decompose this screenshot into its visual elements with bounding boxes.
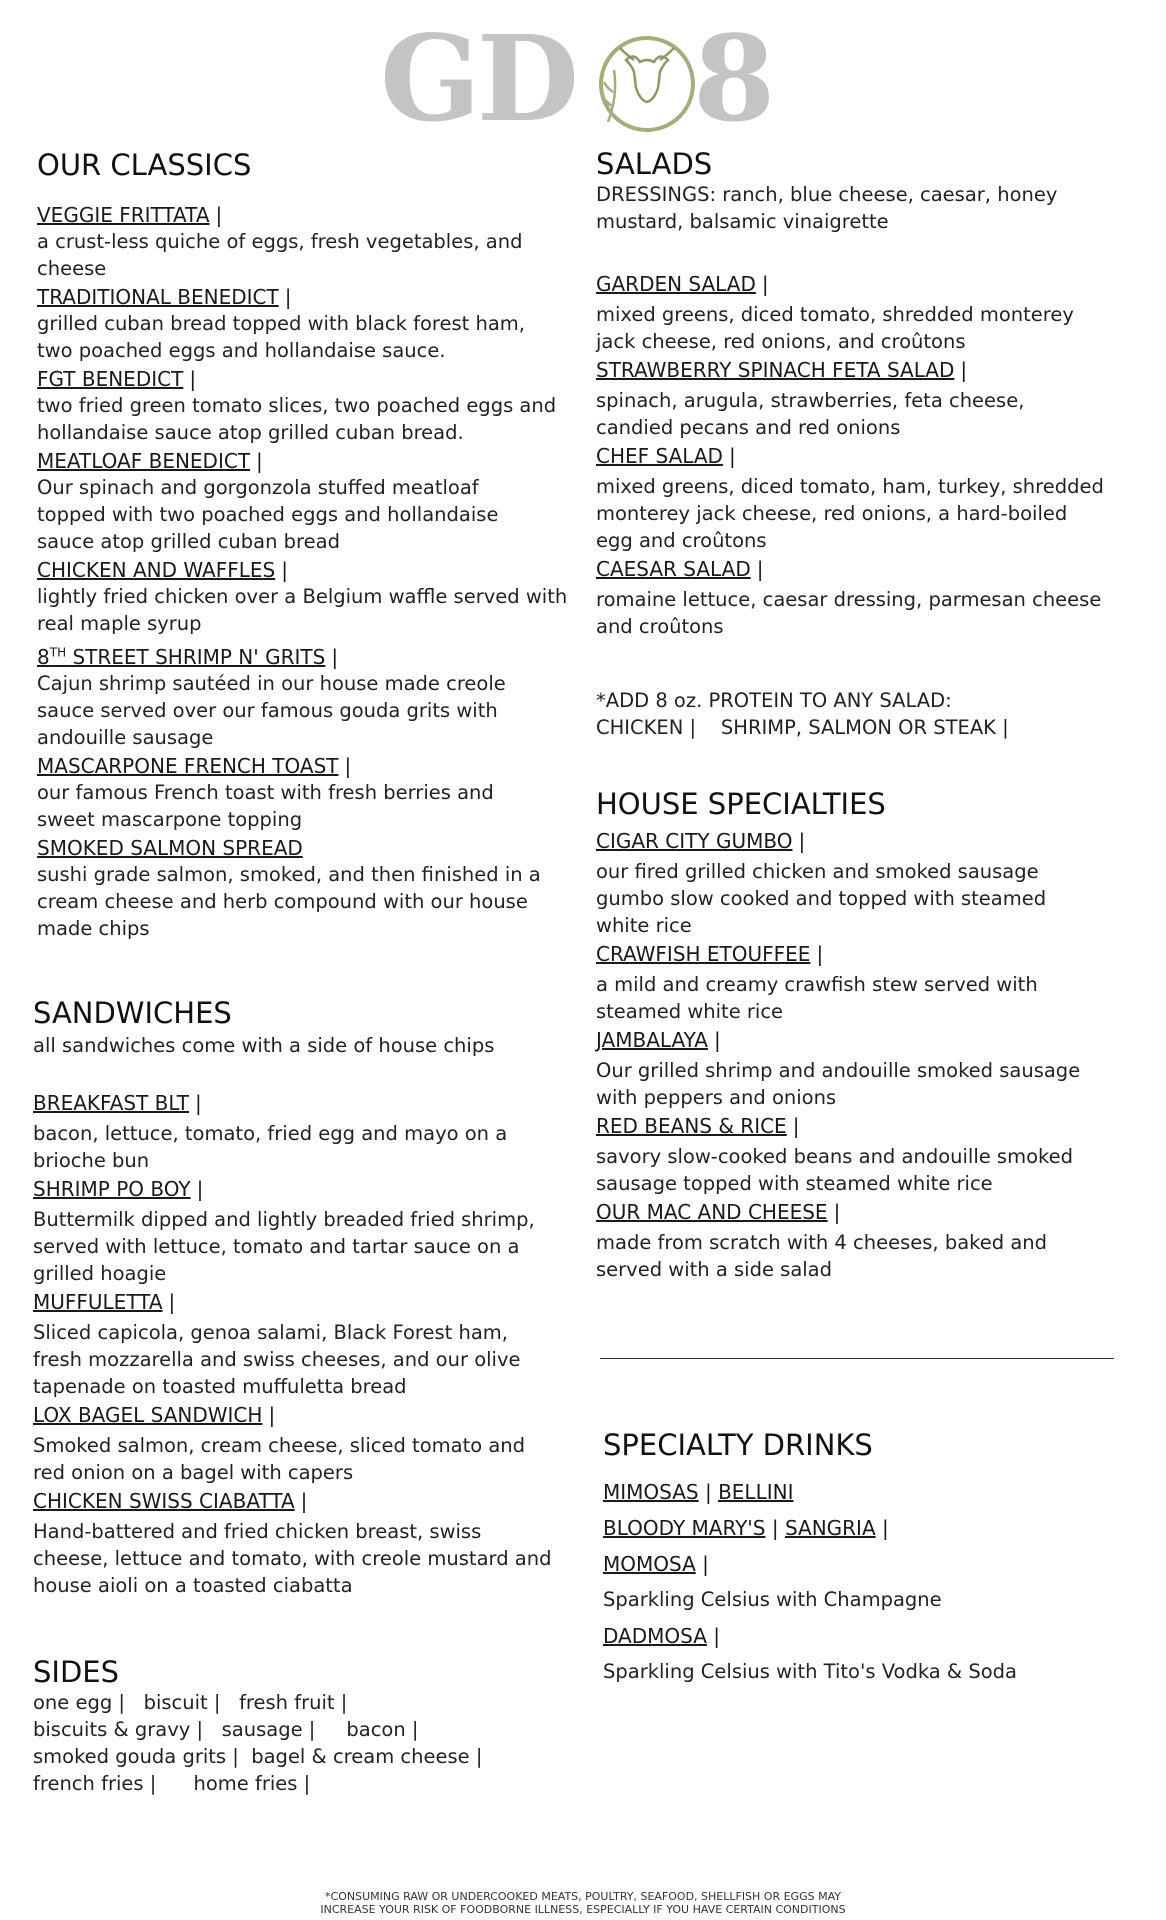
menu-item-title: CHICKEN SWISS CIABATTA | [33,1489,308,1513]
menu-item-title: BREAKFAST BLT | [33,1091,202,1115]
menu-item [33,1402,593,1486]
menu-item-title: VEGGIE FRITTATA | [37,203,223,227]
classics-section [37,148,597,182]
menu-item [37,557,597,637]
sandwiches-section [33,996,593,1059]
drink-dadmosa: DADMOSA [603,1624,707,1648]
menu-item-description: a crust-less quiche of eggs, fresh vegetables, and cheese [37,230,523,280]
section-divider [600,1358,1114,1359]
menu-item-description: Sliced capicola, genoa salami, Black Forest ham, fresh mozzarella and swiss cheeses, and our olive tapenade on toasted muffuletta bread [33,1321,521,1398]
allergy-disclaimer: *CONSUMING RAW OR UNDERCOOKED MEATS, POULTRY, SEAFOOD, SHELLFISH OR EGGS MAY INCREASE YOUR RISK OF FOODBORNE ILLNESS, ESPECIALLY IF YOU HAVE CERTAIN CONDITIONS [320,1890,846,1916]
menu-item-description: romaine lettuce, caesar dressing, parmesan cheese and croûtons [596,588,1102,638]
menu-item-name: STRAWBERRY SPINACH FETA SALAD [596,358,955,382]
menu-item-title: CRAWFISH ETOUFFEE | [596,942,824,966]
menu-item-description: spinach, arugula, strawberries, feta cheese, candied pecans and red onions [596,389,1025,439]
classics-list [37,202,597,944]
menu-item-title: MEATLOAF BENEDICT | [37,449,263,473]
logo-text: GD 8 [380,9,772,148]
menu-item [37,366,597,446]
menu-item-name: BREAKFAST BLT [33,1091,189,1115]
sandwiches-list [33,1090,593,1601]
menu-item-description: Cajun shrimp sautéed in our house made creole sauce served over our famous gouda grits with andouille sausage [37,671,506,749]
menu-item-title: JAMBALAYA | [596,1028,721,1052]
sides-line: biscuits & gravy | sausage | bacon | [33,1718,419,1741]
menu-item-description: made from scratch with 4 cheeses, baked and served with a side salad [596,1231,1048,1281]
logo [380,9,780,148]
menu-item-name: CIGAR CITY GUMBO [596,829,793,853]
drinks-section [603,1428,1143,1690]
menu-item-title: MASCARPONE FRENCH TOAST | [37,753,352,778]
menu-item-name: MUFFULETTA [33,1290,163,1314]
sides-line: smoked gouda grits | bagel & cream cheese | [33,1745,483,1768]
menu-item-name: CRAWFISH ETOUFFEE [596,942,811,966]
menu-item-description: Buttermilk dipped and lightly breaded fried shrimp, served with lettuce, tomato and tartar sauce on a grilled hoagie [33,1208,535,1285]
specialties-list [596,828,1141,1285]
menu-item-title: CAESAR SALAD | [596,557,764,581]
menu-item-name: TRADITIONAL BENEDICT [37,285,279,309]
menu-item-description: sushi grade salmon, smoked, and then finished in a cream cheese and herb compound with our house made chips [37,862,541,940]
salad-dressings: DRESSINGS: ranch, blue cheese, caesar, honey mustard, balsamic vinaigrette [596,183,1058,233]
menu-item [596,1113,1141,1197]
menu-item-title: 8TH STREET SHRIMP N' GRITS | [37,644,339,669]
menu-item [37,753,597,833]
drink-dadmosa-desc: Sparkling Celsius with Tito's Vodka & Soda [603,1660,1017,1683]
menu-item-name: SHRIMP PO BOY [33,1177,191,1201]
drink-sangria: SANGRIA [784,1516,876,1540]
menu-item-title: CHICKEN AND WAFFLES | [37,558,288,582]
menu-item-description: our famous French toast with fresh berries and sweet mascarpone topping [37,780,494,831]
sides-title: SIDES [33,1655,120,1689]
menu-item [596,357,1141,441]
menu-item-name: FGT BENEDICT [37,367,184,391]
salad-protein-note: *ADD 8 oz. PROTEIN TO ANY SALAD: CHICKEN | SHRIMP, SALMON OR STEAK | [596,689,1009,739]
menu-item [596,828,1141,939]
menu-item-name: MASCARPONE FRENCH TOAST [37,753,339,778]
drink-row-bloody: BLOODY MARY'S | SANGRIA | [603,1516,889,1540]
menu-item [37,202,597,282]
menu-item-description: lightly fried chicken over a Belgium waffle served with real maple syrup [37,585,568,635]
menu-item-title: LOX BAGEL SANDWICH | [33,1403,276,1427]
menu-item-title: GARDEN SALAD | [596,272,769,296]
menu-item-title: RED BEANS & RICE | [596,1114,800,1138]
menu-item [33,1176,593,1287]
menu-item-name: SMOKED SALMON SPREAD [37,835,303,860]
menu-item-title: CIGAR CITY GUMBO | [596,829,806,853]
menu-item-description: Our grilled shrimp and andouille smoked sausage with peppers and onions [596,1059,1081,1109]
menu-item [596,271,1141,355]
menu-item [596,556,1141,640]
sides-section [33,1655,593,1797]
menu-item-name: CAESAR SALAD [596,557,751,581]
drink-row-dadmosa: DADMOSA | [603,1624,720,1648]
menu-item [33,1090,593,1174]
salads-section [596,147,1141,235]
menu-item-description: our fired grilled chicken and smoked sausage gumbo slow cooked and topped with steamed white rice [596,860,1047,937]
menu-item-name: CHICKEN AND WAFFLES [37,558,276,582]
menu-item-name: GARDEN SALAD [596,272,756,296]
menu-item-description: Hand-battered and fried chicken breast, swiss cheese, lettuce and tomato, with creole mustard and house aioli on a toasted ciabatta [33,1520,552,1597]
drink-mimosas: MIMOSAS [603,1480,699,1504]
menu-item-title: MUFFULETTA | [33,1290,176,1314]
sides-line: french fries | home fries | [33,1772,311,1795]
menu-item-title: OUR MAC AND CHEESE | [596,1200,841,1224]
menu-item-description: mixed greens, diced tomato, shredded monterey jack cheese, red onions, and croûtons [596,303,1074,353]
menu-item-name: CHICKEN SWISS CIABATTA [33,1489,295,1513]
menu-item [596,443,1141,554]
menu-item-description: grilled cuban bread topped with black forest ham, two poached eggs and hollandaise sauce. [37,312,525,362]
salads-title: SALADS [596,147,713,181]
salads-list [596,271,1141,642]
menu-item-title [37,835,597,861]
menu-item-name: LOX BAGEL SANDWICH [33,1403,263,1427]
drinks-title: SPECIALTY DRINKS [603,1428,873,1462]
menu-item-name: RED BEANS & RICE [596,1114,787,1138]
menu-item-name: MEATLOAF BENEDICT [37,449,251,473]
menu-item-name: JAMBALAYA [596,1028,708,1052]
specialties-title: HOUSE SPECIALTIES [596,787,886,821]
menu-item-title: STRAWBERRY SPINACH FETA SALAD | [596,358,968,382]
menu-item-name: OUR MAC AND CHEESE [596,1200,828,1224]
sides-list [33,1689,593,1797]
drink-bellini: BELLINI [718,1480,794,1504]
menu-item [37,639,597,751]
menu-item-description: mixed greens, diced tomato, ham, turkey, shredded monterey jack cheese, red onions, a hard-boiled egg and croûtons [596,475,1104,552]
menu-item-description: bacon, lettuce, tomato, fried egg and mayo on a brioche bun [33,1122,508,1172]
drink-row-mimosas: MIMOSAS | BELLINI [603,1480,794,1504]
drink-momosa-desc: Sparkling Celsius with Champagne [603,1588,942,1611]
cow-head-icon [588,26,706,144]
menu-item [33,1289,593,1400]
menu-item-description: Our spinach and gorgonzola stuffed meatloaf topped with two poached eggs and hollandaise sauce atop grilled cuban bread [37,476,499,553]
menu-item-name: CHEF SALAD [596,444,723,468]
menu-item-title: CHEF SALAD | [596,444,736,468]
sides-line: one egg | biscuit | fresh fruit | [33,1691,348,1714]
menu-item [596,1027,1141,1111]
menu-item-description: two fried green tomato slices, two poached eggs and hollandaise sauce atop grilled cuban bread. [37,394,557,444]
classics-title: OUR CLASSICS [37,148,252,182]
menu-item-description: a mild and creamy crawfish stew served with steamed white rice [596,973,1038,1023]
drink-momosa: MOMOSA [603,1552,696,1576]
sandwiches-note: all sandwiches come with a side of house chips [33,1034,495,1057]
drink-row-momosa: MOMOSA | [603,1552,709,1576]
menu-item [37,284,597,364]
menu-item-title: TRADITIONAL BENEDICT | [37,285,292,309]
menu-item-description: Smoked salmon, cream cheese, sliced tomato and red onion on a bagel with capers [33,1434,526,1484]
menu-item-name: VEGGIE FRITTATA [37,203,210,227]
menu-item-description: savory slow-cooked beans and andouille smoked sausage topped with steamed white rice [596,1145,1073,1195]
menu-item [37,835,597,942]
specialties-section [596,787,1141,821]
menu-item [596,941,1141,1025]
menu-item [37,448,597,555]
sandwiches-title: SANDWICHES [33,996,232,1030]
menu-item [596,1199,1141,1283]
menu-item-name: 8TH STREET SHRIMP N' GRITS [37,644,326,669]
menu-item [33,1488,593,1599]
menu-item-title: FGT BENEDICT | [37,367,197,391]
drink-bloody-marys: BLOODY MARY'S [603,1516,766,1540]
menu-item-title: SHRIMP PO BOY | [33,1177,204,1201]
